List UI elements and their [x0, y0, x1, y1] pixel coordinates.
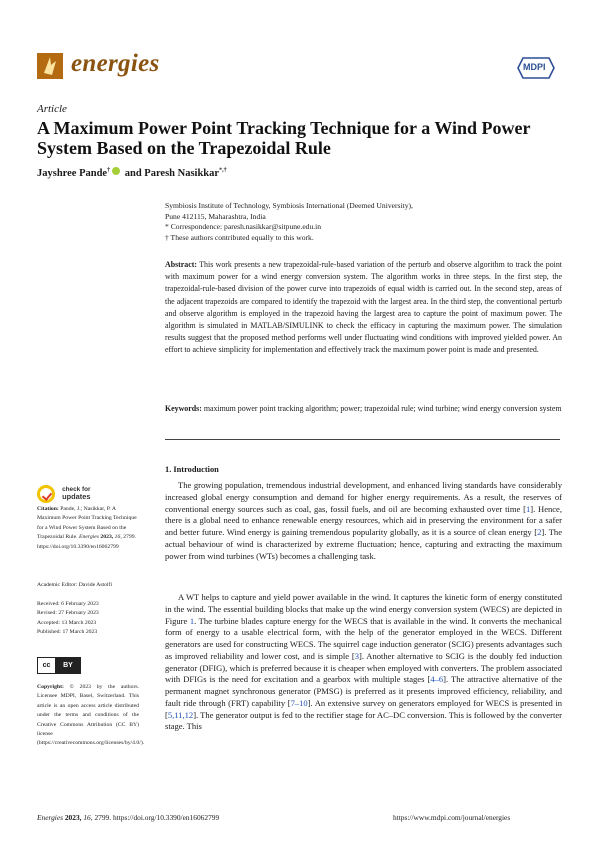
affiliations — [165, 201, 565, 243]
copyright-notice — [37, 683, 145, 749]
reference-link[interactable]: 7–10 — [290, 697, 308, 708]
reference-link[interactable]: 4–6 — [430, 674, 444, 685]
footer-year: 2023, — [64, 813, 82, 822]
footer-doi[interactable]: 2799. https://doi.org/10.3390/en16062799 — [94, 813, 220, 822]
section-heading: 1. Introduction — [165, 465, 219, 474]
citation — [37, 505, 139, 552]
reference-link[interactable]: 1 — [525, 503, 531, 514]
check-updates-label: check for updates — [62, 486, 91, 501]
accepted-date: Accepted: 13 March 2023 — [37, 619, 97, 626]
published-date: Published: 17 March 2023 — [37, 629, 98, 636]
correspondence: * Correspondence: paresh.nasikkar@sitpune.edu.in — [165, 222, 322, 231]
footer-journal: Energies — [37, 813, 63, 822]
abstract — [165, 259, 562, 357]
abstract-text: This work presents a new trapezoidal-rule-based variation of the perturb and observe algorithm to track the point with maximum power for a wind energy conversion system. The algorithm works in three steps. In the first step, the trapezoidal-rule-based division of the power curve into trapezoids of equal width is carried out. In the second step, areas of the adjacent trapezoids are compared to identify the trapezoid with the largest area. In the third step, the conventional perturb and observe algorithm is employed in the trapezoid having the largest area to capture the point of maximum power. The algorithm is simulated in MATLAB/SIMULINK to check the efficacy in capturing the maximum power. The simulation results suggest that the proposed method performs well under fluctuating wind conditions with improved yielded power. An effort to achieve simplicity for implementation and effectively track the maximum power point is made and presented. — [165, 260, 562, 355]
received-date: Received: 6 February 2023 — [37, 601, 99, 607]
reference-link[interactable]: 2 — [537, 527, 542, 537]
affiliation-line: Symbiosis Institute of Technology, Symbiosis International (Deemed University), — [165, 201, 413, 210]
footer-citation — [37, 813, 219, 822]
by-icon: BY — [56, 658, 80, 673]
author-name[interactable]: Jayshree Pande — [37, 168, 108, 179]
dates — [37, 600, 139, 638]
citation-doi[interactable]: 2799. https://doi.org/10.3390/en16062799 — [37, 534, 136, 550]
footer-journal-url[interactable]: https://www.mdpi.com/journal/energies — [393, 813, 511, 822]
reference-link[interactable]: 5,11,12 — [167, 709, 194, 720]
reference-link[interactable]: 3 — [354, 650, 359, 661]
mdpi-logo[interactable] — [517, 57, 555, 79]
orcid-icon[interactable] — [112, 167, 120, 175]
affiliation-line: Pune 412115, Maharashtra, India — [165, 211, 266, 221]
abstract-label: Abstract: — [165, 260, 197, 269]
author-line — [37, 167, 227, 179]
copyright-label: Copyright: — [37, 684, 64, 690]
author-mark: † — [107, 167, 111, 174]
keywords-text: maximum power point tracking algorithm; power; trapezoidal rule; wind turbine; wind energy conversion system — [203, 404, 562, 413]
author-name[interactable]: and Paresh Nasikkar — [124, 168, 220, 179]
figure-link[interactable]: 1 — [189, 615, 195, 626]
paragraph: The growing population, tremendous industrial development, and enhanced living standards have considerably increased global energy consumption and demand for higher energy requirements. As a result, the reserves of conventional energy sources such as coal, gas, fossil fuels, and oil are becoming exhausted over time [1]. Hence, there is a global need to enhance renewable energy resources, which aid in preserving the environment for a safer and better future. Wind energy is gaining tremendous popularity globally, as it is a source of clean energy [2]. The actual behaviour of wind is characterized by extreme fluctuation; hence, capturing and extracting the maximum power from wind turbines (WTs) becomes a challenging task. — [165, 480, 562, 561]
citation-year: 2023, — [100, 534, 114, 541]
journal-logo — [37, 53, 63, 79]
keywords-label: Keywords: — [165, 404, 202, 413]
keywords — [165, 403, 562, 415]
journal-name[interactable]: energies — [71, 50, 160, 77]
citation-journal: Energies — [78, 534, 99, 541]
check-for-updates-button[interactable] — [37, 483, 91, 503]
paper-title: A Maximum Power Point Tracking Technique for a Wind Power System Based on the Trapezoidal Rule — [37, 118, 531, 158]
flame-icon — [37, 53, 63, 79]
cc-by-license-badge[interactable] — [37, 657, 81, 674]
copyright-text: © 2023 by the authors. Licensee MDPI, Basel, Switzerland. This article is an open access article distributed under the terms and conditions of the Creative Commons Attribution (CC BY) license (https://creativecommons.org/licenses/by/4.0/). — [37, 684, 145, 747]
article-type: Article — [37, 103, 67, 115]
revised-date: Revised: 27 February 2023 — [37, 610, 99, 617]
author-mark: *,† — [219, 167, 227, 174]
citation-text: Pande, J.; Nasikkar, P. A Maximum Power Point Tracking Technique for a Wind Power System Based on the Trapezoidal Rule. — [37, 506, 137, 541]
citation-volume: 16, — [114, 534, 122, 541]
divider — [165, 439, 560, 440]
footer-volume: 16, — [83, 813, 93, 822]
mdpi-label: MDPI — [523, 62, 546, 72]
paragraph: A WT helps to capture and yield power available in the wind. It captures the kinetic form of energy constituted in the wind. The essential building blocks that make up the wind energy conversion system (WECS) are depicted in Figure 1. The turbine blades capture energy for the WECS that is available in the wind. It converts the mechanical form of energy to a usable electrical form, with the help of the generator employed in the WECS. Different generators are used for constructing WECS. The squirrel cage induction generator (SCIG) presents advantages such as improved reliability and lower cost, and is simple [3]. Another alternative to SCIG is the doubly fed induction generator (DFIG), which is preferred because it is cheaper when employed with converters. The problem associated with DFIGs is the need for excitation and a gearbox with multiple stages [4–6]. The attractive alternative of the permanent magnet synchronous generator (PMSG) is preferred as it presents improved efficiency, reliability, and fault ride through (FRT) capability [7–10]. An extensive survey on generators employed for WECS is presented in [5,11,12]. The generator output is fed to the rectifier stage for AC–DC conversion. This is followed by the converter stage. This — [165, 592, 562, 732]
academic-editor: Academic Editor: Davide Astolfi — [37, 582, 113, 588]
citation-label: Citation: — [37, 506, 59, 512]
equal-contribution-note: † These authors contributed equally to this work. — [165, 232, 314, 242]
cc-icon: cc — [38, 658, 56, 673]
check-updates-icon — [37, 485, 55, 503]
